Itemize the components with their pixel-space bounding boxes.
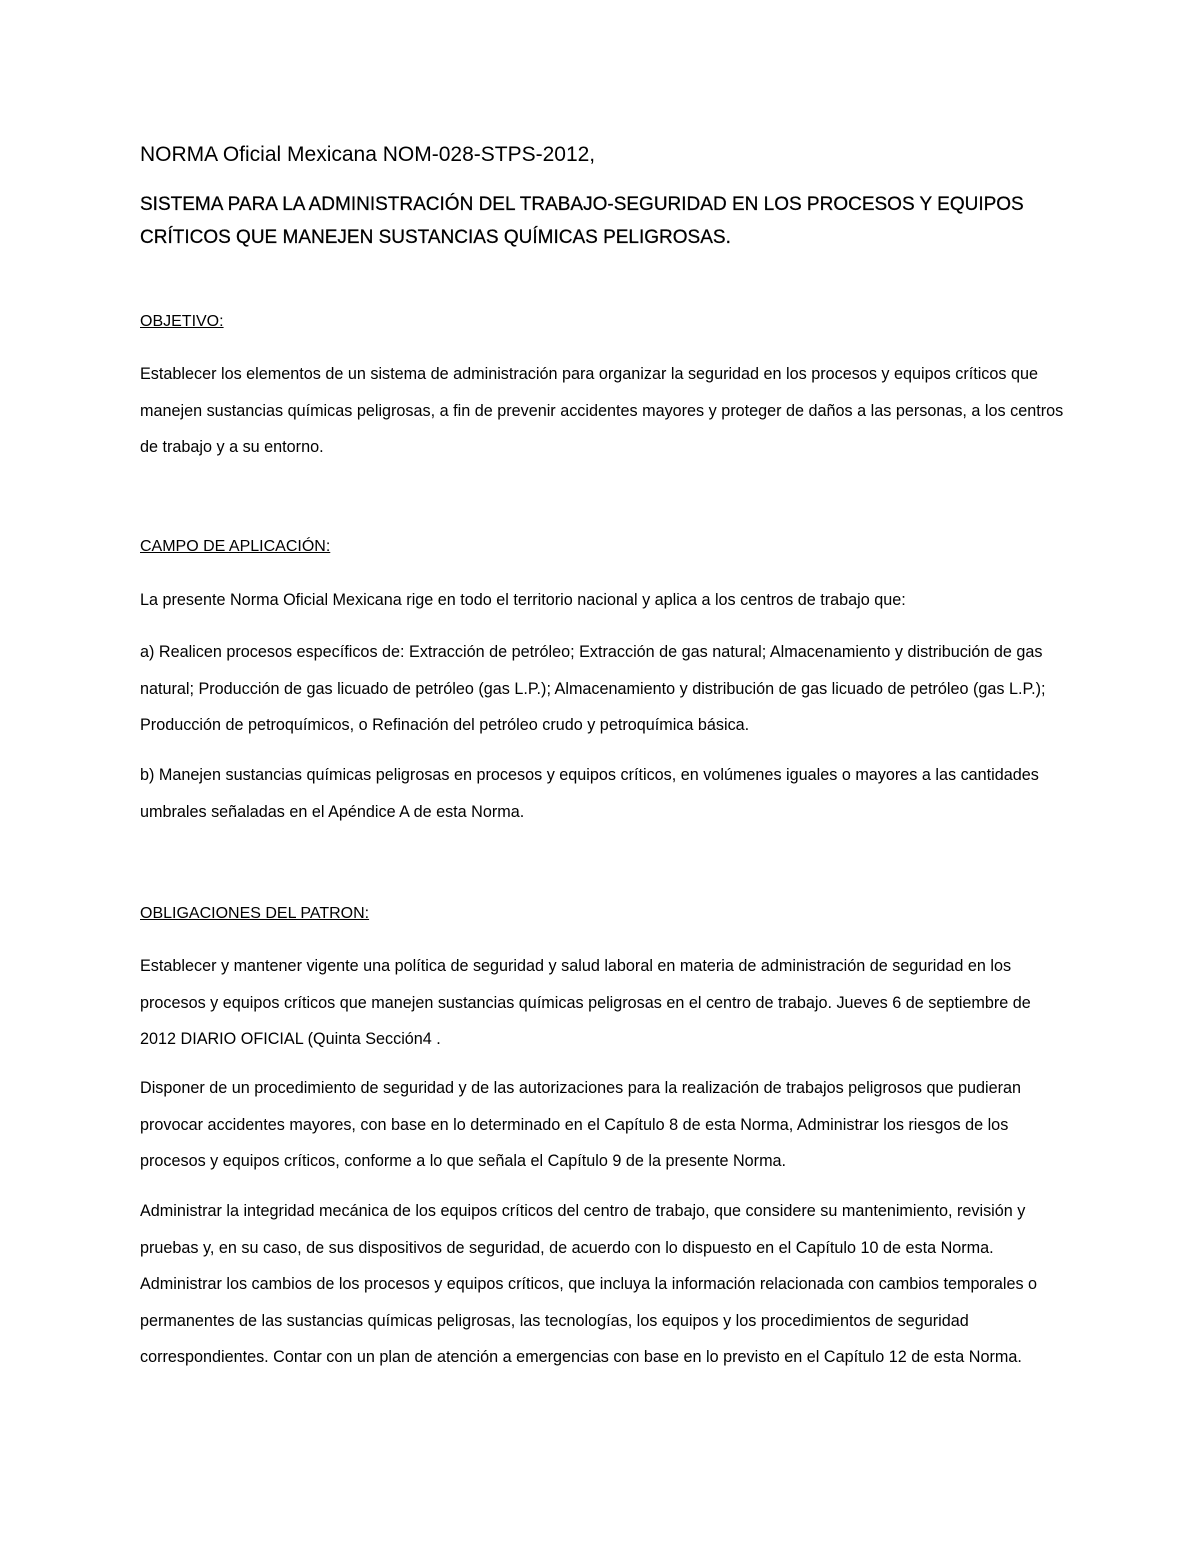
section-heading-objetivo: OBJETIVO: bbox=[140, 313, 224, 330]
paragraph-obligaciones-3: Administrar la integridad mecánica de los equipos críticos del centro de trabajo, que considere su mantenimiento, revisión y pruebas y, en su caso, de sus dispositivos de seguridad, de acuerdo con lo dispuesto en el Capítulo 10 de esta Norma. Administrar los cambios de los procesos y equipos críticos, que incluya la información relacionada con cambios temporales o permanentes de las sustancias químicas peligrosas, las tecnologías, los equipos y los procedimientos de seguridad correspondientes. Contar con un plan de atención a emergencias con base en lo previsto en el Capítulo 12 de esta Norma. bbox=[140, 1202, 1038, 1366]
paragraph-campo-intro: La presente Norma Oficial Mexicana rige en todo el territorio nacional y aplica a los centros de trabajo que: bbox=[140, 591, 906, 609]
paragraph-obligaciones-1: Establecer y mantener vigente una política de seguridad y salud laboral en materia de administración de seguridad en los procesos y equipos críticos que manejen sustancias químicas peligrosas en el centro de trabajo. Jueves 6 de septiembre de 2012 DIARIO OFICIAL (Quinta Sección4 . bbox=[140, 957, 1031, 1048]
paragraph-campo-item-b: b) Manejen sustancias químicas peligrosas en procesos y equipos críticos, en volúmenes iguales o mayores a las cantidades umbrales señaladas en el Apéndice A de esta Norma. bbox=[140, 766, 1039, 821]
document-title: NORMA Oficial Mexicana NOM-028-STPS-2012, bbox=[140, 143, 596, 166]
paragraph-campo-item-a: a) Realicen procesos específicos de: Extracción de petróleo; Extracción de gas natural; Almacenamiento y distribución de gas natural; Producción de gas licuado de petróleo (gas L.P.); Almacenamiento y distribución de gas licuado de petróleo (gas L.P.); Producción de petroquímicos, o Refinación del petróleo crudo y petroquímica básica. bbox=[140, 643, 1046, 734]
document-subtitle: SISTEMA PARA LA ADMINISTRACIÓN DEL TRABAJO-SEGURIDAD EN LOS PROCESOS Y EQUIPOS CRÍTICOS QUE MANEJEN SUSTANCIAS QUÍMICAS PELIGROSAS. bbox=[140, 194, 1024, 248]
section-heading-obligaciones: OBLIGACIONES DEL PATRON: bbox=[140, 905, 370, 922]
section-heading-campo-aplicacion: CAMPO DE APLICACIÓN: bbox=[140, 538, 331, 555]
paragraph-objetivo: Establecer los elementos de un sistema de administración para organizar la seguridad en los procesos y equipos críticos que manejen sustancias químicas peligrosas, a fin de prevenir accidentes mayores y proteger de daños a las personas, a los centros de trabajo y a su entorno. bbox=[140, 365, 1064, 456]
paragraph-obligaciones-2: Disponer de un procedimiento de seguridad y de las autorizaciones para la realización de trabajos peligrosos que pudieran provocar accidentes mayores, con base en lo determinado en el Capítulo 8 de esta Norma, Administrar los riesgos de los procesos y equipos críticos, conforme a lo que señala el Capítulo 9 de la presente Norma. bbox=[140, 1079, 1021, 1170]
